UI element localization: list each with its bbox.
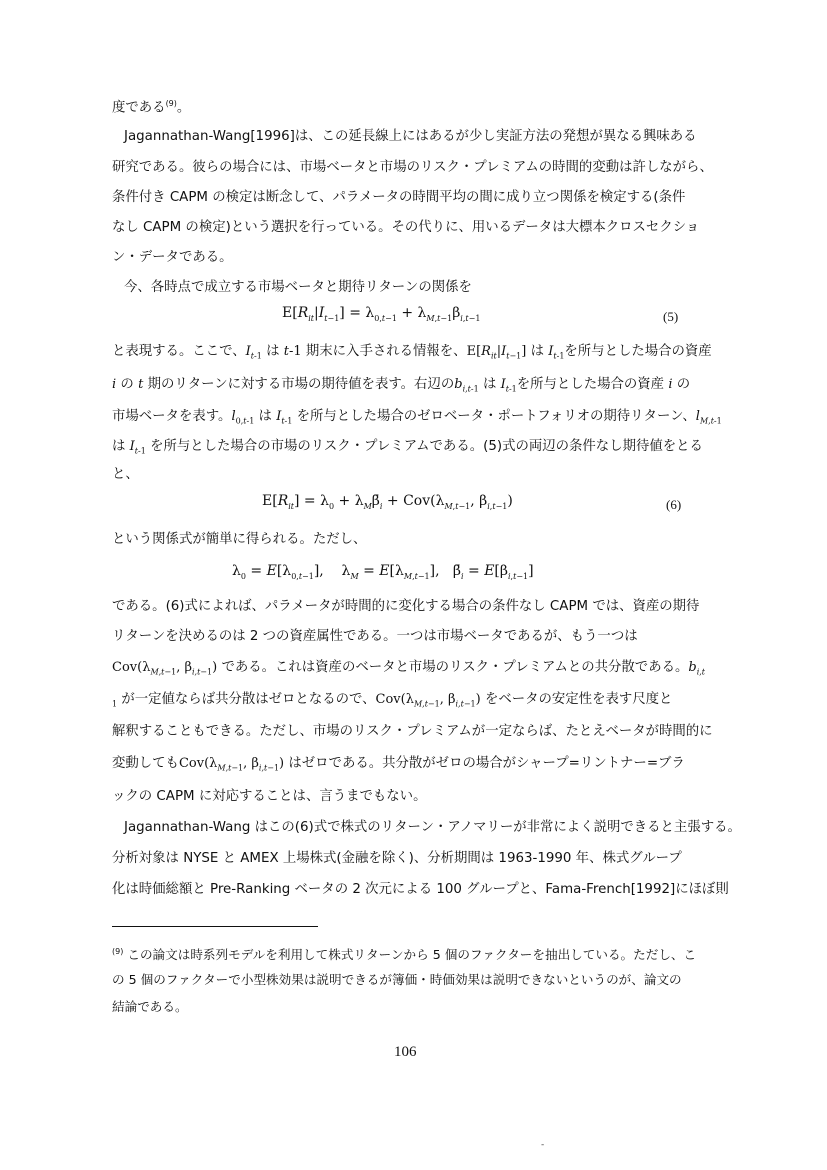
stray-mark: -	[541, 1140, 545, 1150]
text-line: $Cov(\lambda_{M,t-1}$, $\beta_{i,t-1}$) である。これは資産のベータと市場のリスク・プレミアムとの共分散である。$b_{i,t}$	[112, 660, 706, 677]
page-number: 106	[394, 1044, 417, 1060]
text-line: 市場ベータを表す。$l_{0,t-1}$ は $I_{t-1}$ を所与とした場合のゼロベータ・ポートフォリオの期待リターン、$l_{M,t-1}$	[112, 409, 722, 426]
text-line: $_1$ が一定値ならば共分散はゼロとなるので、$Cov(\lambda_{M,t-1}$, $\beta_{i,t-1}$) をベータの安定性を表す尺度と	[112, 692, 673, 709]
text-line: ックの CAPM に対応することは、言うまでもない。	[112, 789, 427, 804]
footnote-ref: (9)	[165, 99, 177, 108]
footnote-rule	[112, 926, 318, 927]
text-line: である。(6)式によれば、パラメータが時間的に変化する場合の条件なし CAPM では、資産の期待	[112, 599, 700, 614]
text-line: 条件付き CAPM の検定は断念して、パラメータの時間平均の間に成り立つ関係を検定する(条件	[112, 190, 686, 205]
text-line: 化は時価総額と Pre-Ranking ベータの 2 次元による 100 グループと、Fama-French[1992]にほぼ則	[112, 882, 729, 897]
equation-number: (6)	[666, 497, 682, 512]
footnote-line: 結論である。	[112, 999, 188, 1014]
equation-number: (5)	[663, 309, 679, 324]
text-line: 度である$^{(9)}$。	[112, 99, 191, 116]
text-line: 分析対象は NYSE と AMEX 上場株式(金融を除く)、分析期間は 1963-1990 年、株式グループ	[112, 851, 682, 866]
footnote-line: の 5 個のファクターで小型株効果は説明できるが簿価・時価効果は説明できないというのが、論文の	[112, 972, 682, 987]
text-line: 変動しても$Cov(\lambda_{M,t-1}$, $\beta_{i,t-1}$) はゼロである。共分散がゼロの場合がシャープ=リントナー=ブラ	[112, 756, 685, 773]
text-line: なし CAPM の検定)という選択を行っている。その代りに、用いるデータは大標本クロスセクショ	[112, 220, 700, 235]
text-line: Jagannathan-Wang はこの(6)式で株式のリターン・アノマリーが非常によく説明できると主張する。	[124, 820, 741, 835]
footnote-line: $^{(9)}$ この論文は時系列モデルを利用して株式リターンから 5 個のファクターを抽出している。ただし、こ	[112, 947, 697, 963]
text-line: i の t 期のリターンに対する市場の期待値を表す。右辺の$b_{i,t-1}$ は $I_{t-1}$を所与とした場合の資産 i の	[112, 377, 691, 394]
equation-6: $E[R_{it}] = \lambda_0$ + $\lambda_M\betā_i + Cov(\lambda_{M,t-1}$, $\beta_{i,t-1}$)	[262, 493, 513, 511]
text-line: と、	[112, 467, 139, 482]
text-line: という関係式が簡単に得られる。ただし、	[112, 532, 367, 547]
text-line: 解釈することもできる。ただし、市場のリスク・プレミアムが一定ならば、たとえベータが時間的に	[112, 724, 713, 739]
text-line: と表現する。ここで、$I_{t-1}$ は t-1 期末に入手される情報を、$E[R_{it}|I_{t-1}]$ は $I_{t-1}$を所与とした場合の資産	[112, 344, 712, 361]
text-line: 今、各時点で成立する市場ベータと期待リターンの関係を	[124, 280, 472, 295]
text-line: ン・データである。	[112, 250, 233, 265]
equation-definitions: $\lambda_0 = E[\lambda_{0,t-1}]$, $\lambda_M = E[\lambda_{M,t-1}]$, $\betā_i = E[\beta_{i,t-1}]$	[232, 563, 534, 581]
footnote-mark: (9)	[112, 947, 124, 956]
text-line: は $I_{t-1}$ を所与とした場合の市場のリスク・プレミアムである。(5)式の両辺の条件なし期待値をとる	[112, 439, 703, 456]
text-line: Jagannathan-Wang[1996]は、この延長線上にはあるが少し実証方法の発想が異なる興味ある	[124, 129, 697, 144]
equation-5: $E[R_{it}|I_{t-1}] = \lambda_{0,t-1} + \lambda_{M,t-1}\beta_{i,t-1}$	[282, 305, 481, 323]
text-line: 研究である。彼らの場合には、市場ベータと市場のリスク・プレミアムの時間的変動は許しながら、	[112, 160, 713, 175]
text-line: リターンを決めるのは 2 つの資産属性である。一つは市場ベータであるが、もう一つは	[112, 629, 638, 644]
